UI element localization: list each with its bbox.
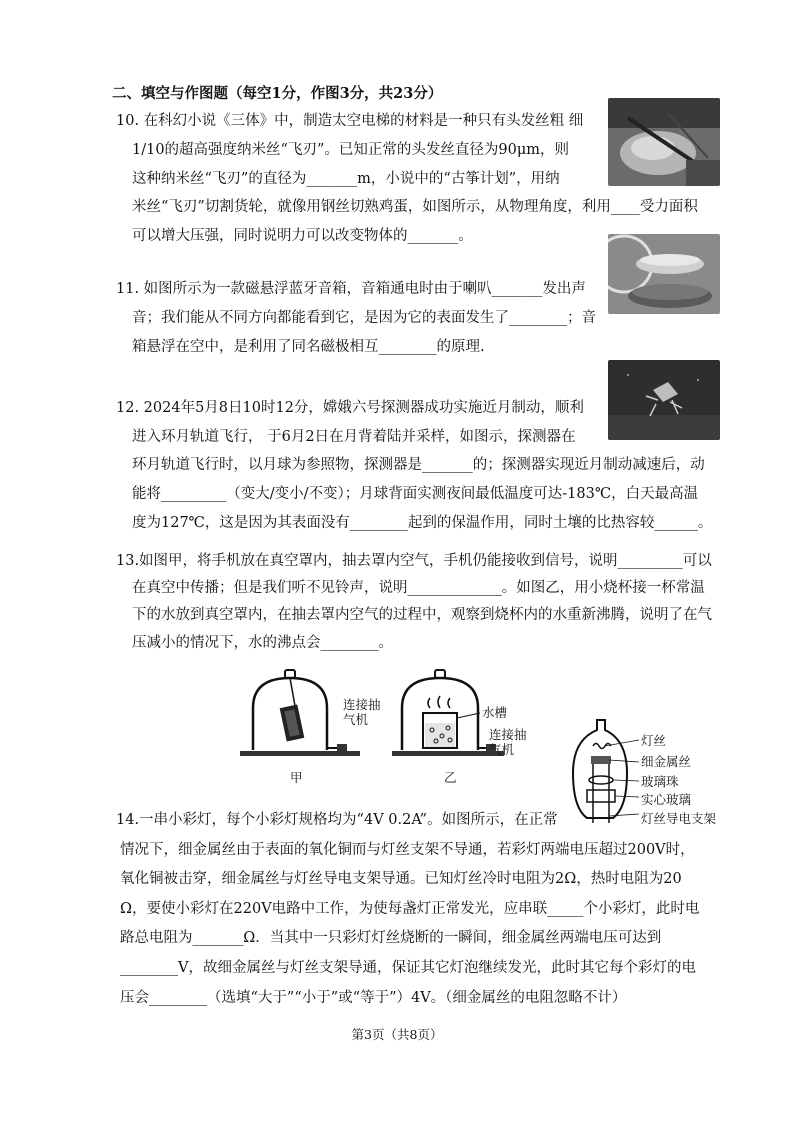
bulb-label-support: 灯丝导电支架 (641, 811, 717, 826)
bulb-label-metal-wire: 细金属丝 (641, 754, 692, 769)
section-title: 二、填空与作图题（每空1分，作图3分，共23分） (112, 85, 443, 102)
q12-line: 能将_________（变大/变小/不变）；月球背面实测夜间最低温度可达-183℃，白天最高温 (132, 486, 699, 502)
page-footer: 第3页（共8页） (351, 1027, 443, 1042)
q12-line: 环月轨道飞行时，以月球为参照物，探测器是_______的；探测器实现近月制动减速后，动 (132, 457, 705, 473)
bulb-label-solid-glass: 实心玻璃 (641, 792, 692, 807)
q14-line: Ω，要使小彩灯在220V电路中工作，为使每盏灯正常发光，应串联_____个小彩灯，此时电 (120, 901, 700, 917)
q10-line: 1/10的超高强度纳米丝“飞刃”。已知正常的头发丝直径为90μm，则 (132, 142, 570, 158)
fig-jia-label: 连接抽 气机 (343, 697, 381, 727)
q10-line: 可以增大压强，同时说明力可以改变物体的_______。 (132, 228, 473, 244)
q11-line: 11. 如图所示为一款磁悬浮蓝牙音箱，音箱通电时由于喇叭_______发出声 (116, 281, 586, 297)
q14-line: ________V，故细金属丝与灯丝支架导通，保证其它灯泡继续发光，此时其它每个彩灯的电 (120, 960, 696, 976)
q14-line: 路总电阻为_______Ω．当其中一只彩灯灯丝烧断的一瞬间，细金属丝两端电压可达到 (120, 930, 662, 946)
q13-line: 下的水放到真空罩内，在抽去罩内空气的过程中，观察到烧杯内的水重新沸腾，说明了在气 (132, 607, 712, 623)
fig-yi-tank-label: 水槽 (482, 705, 508, 720)
q10-line: 这种纳米丝“飞刃”的直径为_______m，小说中的“古筝计划”，用纳 (132, 171, 560, 187)
fig-yi-caption: 乙 (444, 770, 457, 785)
q12-line: 度为127℃，这是因为其表面没有________起到的保温作用，同时土壤的比热容较______。 (132, 515, 713, 531)
q12-line: 12. 2024年5月8日10时12分，嫦娥六号探测器成功实施近月制动，顺利 (116, 400, 584, 416)
q14-line: 情况下，细金属丝由于表面的氧化铜而与灯丝支架不导通，若彩灯两端电压超过200V时， (120, 842, 695, 858)
q11-line: 音；我们能从不同方向都能看到它，是因为它的表面发生了________；音 (132, 310, 596, 326)
q11-line: 箱悬浮在空中，是利用了同名磁极相互________的原理. (132, 339, 485, 355)
egg-cutting-photo (608, 98, 720, 186)
q14-line: 14.一串小彩灯，每个小彩灯规格均为“4V 0.2A”。如图所示，在正常 (116, 812, 558, 828)
fig-jia-caption: 甲 (290, 770, 303, 785)
q13-line: 压减小的情况下，水的沸点会________。 (132, 635, 393, 651)
fig-yi-label: 连接抽 气机 (489, 727, 527, 757)
maglev-speaker-photo (608, 234, 720, 314)
q14-line: 压会________（选填“大于”“小于”或“等于”）4V。（细金属丝的电阻忽略不计） (120, 990, 627, 1006)
bulb-label-glass-bead: 玻璃珠 (641, 774, 679, 789)
mini-bulb-diagram (565, 718, 640, 826)
q12-line: 进入环月轨道飞行， 于6月2日在月背着陆并采样，如图示，探测器在 (132, 429, 576, 445)
q10-line: 米丝“飞刃”切割货轮，就像用钢丝切熟鸡蛋，如图所示，从物理角度，利用____受力面积 (132, 199, 698, 215)
q10-line: 10. 在科幻小说《三体》中，制造太空电梯的材料是一种只有头发丝粗 细 (116, 113, 584, 129)
q13-line: 13.如图甲，将手机放在真空罩内，抽去罩内空气，手机仍能接收到信号，说明_________可以 (116, 553, 712, 569)
lunar-probe-photo (608, 360, 720, 440)
q14-line: 氧化铜被击穿，细金属丝与灯丝导电支架导通。已知灯丝冷时电阻为2Ω，热时电阻为20 (120, 871, 682, 887)
bulb-label-filament: 灯丝 (641, 733, 667, 748)
q13-line: 在真空中传播；但是我们听不见铃声，说明_____________。如图乙，用小烧杯接一杯常温 (132, 580, 705, 596)
